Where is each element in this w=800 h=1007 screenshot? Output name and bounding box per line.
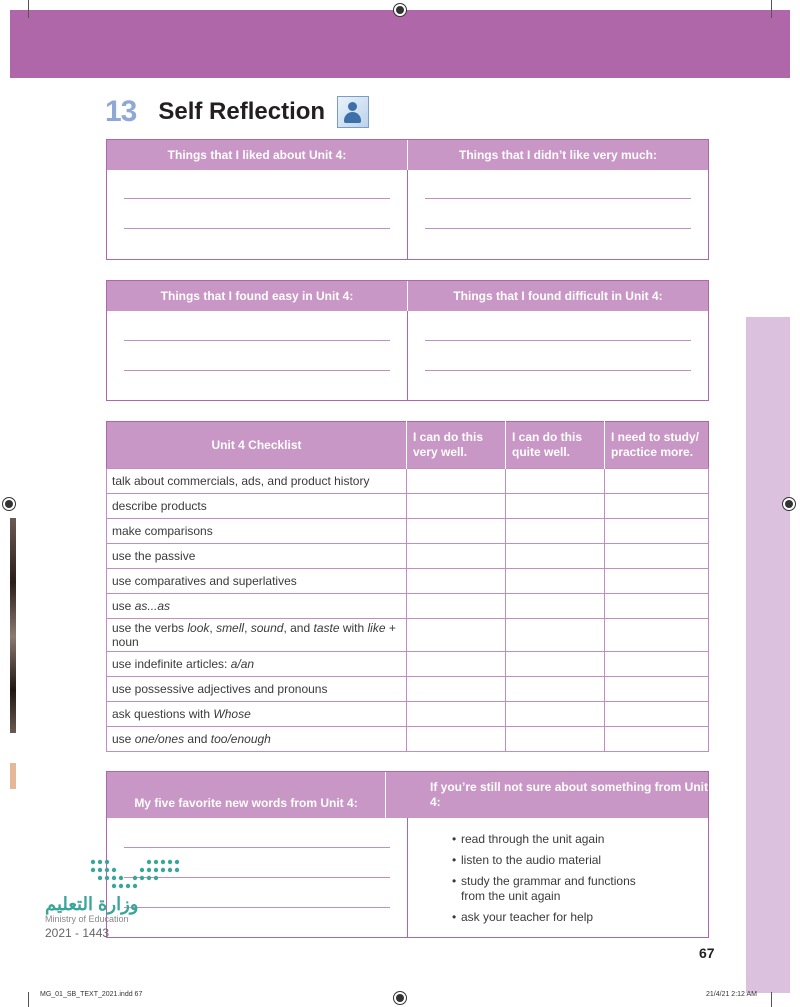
checklist-item: talk about commercials, ads, and product history bbox=[107, 469, 407, 494]
check-cell[interactable] bbox=[506, 702, 605, 727]
check-cell[interactable] bbox=[506, 569, 605, 594]
checklist-item: describe products bbox=[107, 494, 407, 519]
checklist-item: use comparatives and superlatives bbox=[107, 569, 407, 594]
quite-well-header: I can do this quite well. bbox=[506, 422, 605, 469]
slug-date: 21/4/21 2:12 AM bbox=[706, 991, 757, 998]
checklist-item: use the passive bbox=[107, 544, 407, 569]
favorite-words-header: My five favorite new words from Unit 4: bbox=[134, 796, 358, 810]
disliked-header: Things that I didn’t like very much: bbox=[407, 140, 708, 170]
check-cell[interactable] bbox=[605, 702, 709, 727]
check-cell[interactable] bbox=[605, 469, 709, 494]
writing-line bbox=[124, 370, 390, 371]
bleed-image-strip-2 bbox=[10, 763, 16, 789]
page-title: Self Reflection bbox=[158, 98, 326, 125]
registration-mark bbox=[393, 991, 407, 1005]
list-item: • study the grammar and functions from the unit again bbox=[452, 874, 646, 904]
section-title bbox=[105, 92, 369, 132]
checklist-item: use one/ones and too/enough bbox=[107, 727, 407, 752]
bleed-image-strip bbox=[10, 518, 16, 733]
check-cell[interactable] bbox=[506, 677, 605, 702]
logo-dots-icon bbox=[89, 858, 184, 890]
check-cell[interactable] bbox=[605, 652, 709, 677]
table-row bbox=[107, 469, 709, 494]
check-cell[interactable] bbox=[605, 494, 709, 519]
table-row bbox=[107, 569, 709, 594]
checklist-item: use the verbs look, smell, sound, and taste with like + noun bbox=[107, 619, 407, 652]
crop-mark bbox=[28, 0, 29, 18]
crop-mark bbox=[771, 0, 772, 18]
table-row bbox=[107, 519, 709, 544]
check-cell[interactable] bbox=[506, 652, 605, 677]
registration-mark bbox=[393, 3, 407, 17]
not-sure-header: If you’re still not sure about something from Unit 4: bbox=[385, 772, 708, 818]
check-cell[interactable] bbox=[506, 519, 605, 544]
unit-checklist-table bbox=[106, 421, 709, 752]
check-cell[interactable] bbox=[506, 469, 605, 494]
check-cell[interactable] bbox=[407, 519, 506, 544]
slug-file: MG_01_SB_TEXT_2021.indd 67 bbox=[40, 991, 143, 998]
checklist-item: use indefinite articles: a/an bbox=[107, 652, 407, 677]
checklist-item: ask questions with Whose bbox=[107, 702, 407, 727]
page-number: 67 bbox=[699, 945, 715, 961]
check-cell[interactable] bbox=[407, 594, 506, 619]
logo-arabic-text: وزارة التعليم bbox=[45, 894, 139, 914]
check-cell[interactable] bbox=[506, 494, 605, 519]
list-item: • listen to the audio material bbox=[452, 853, 646, 868]
writing-line bbox=[124, 847, 390, 848]
difficult-answer-area[interactable] bbox=[407, 311, 708, 400]
tips-area bbox=[407, 818, 708, 937]
very-well-header: I can do this very well. bbox=[407, 422, 506, 469]
list-item: • read through the unit again bbox=[452, 832, 646, 847]
need-study-header: I need to study/ practice more. bbox=[605, 422, 709, 469]
table-row bbox=[107, 677, 709, 702]
table-row bbox=[107, 494, 709, 519]
reflection-table-liked bbox=[106, 139, 709, 260]
check-cell[interactable] bbox=[506, 594, 605, 619]
side-tab bbox=[746, 317, 790, 993]
check-cell[interactable] bbox=[407, 702, 506, 727]
registration-mark bbox=[782, 497, 796, 511]
check-cell[interactable] bbox=[506, 619, 605, 652]
checklist-item: use as...as bbox=[107, 594, 407, 619]
check-cell[interactable] bbox=[605, 594, 709, 619]
check-cell[interactable] bbox=[605, 544, 709, 569]
registration-mark bbox=[2, 497, 16, 511]
liked-header: Things that I liked about Unit 4: bbox=[167, 148, 347, 162]
table-row bbox=[107, 544, 709, 569]
check-cell[interactable] bbox=[407, 494, 506, 519]
table-row bbox=[107, 727, 709, 752]
check-cell[interactable] bbox=[407, 619, 506, 652]
writing-line bbox=[425, 228, 691, 229]
list-item: • ask your teacher for help bbox=[452, 910, 646, 925]
check-cell[interactable] bbox=[605, 677, 709, 702]
liked-answer-area[interactable] bbox=[107, 170, 407, 259]
tips-list bbox=[452, 832, 646, 931]
self-reflection-icon bbox=[337, 96, 369, 128]
table-row bbox=[107, 652, 709, 677]
top-color-band bbox=[10, 10, 790, 78]
writing-line bbox=[124, 228, 390, 229]
check-cell[interactable] bbox=[407, 677, 506, 702]
check-cell[interactable] bbox=[506, 544, 605, 569]
writing-line bbox=[425, 370, 691, 371]
unit-number: 13 bbox=[105, 95, 137, 128]
difficult-header: Things that I found difficult in Unit 4: bbox=[407, 281, 708, 311]
reflection-table-easy bbox=[106, 280, 709, 401]
logo-english-text: Ministry of Education bbox=[45, 914, 129, 924]
check-cell[interactable] bbox=[407, 469, 506, 494]
easy-header: Things that I found easy in Unit 4: bbox=[160, 289, 354, 303]
check-cell[interactable] bbox=[407, 569, 506, 594]
table-row bbox=[107, 619, 709, 652]
ministry-logo bbox=[45, 858, 185, 942]
writing-line bbox=[425, 198, 691, 199]
check-cell[interactable] bbox=[605, 569, 709, 594]
writing-line bbox=[124, 198, 390, 199]
check-cell[interactable] bbox=[407, 727, 506, 752]
logo-year: 2021 - 1443 bbox=[45, 926, 110, 940]
checklist-header-row bbox=[107, 422, 709, 469]
check-cell[interactable] bbox=[407, 544, 506, 569]
easy-answer-area[interactable] bbox=[107, 311, 407, 400]
check-cell[interactable] bbox=[506, 727, 605, 752]
check-cell[interactable] bbox=[605, 727, 709, 752]
check-cell[interactable] bbox=[605, 619, 709, 652]
checklist-title: Unit 4 Checklist bbox=[107, 422, 407, 469]
checklist-item: use possessive adjectives and pronouns bbox=[107, 677, 407, 702]
writing-line bbox=[124, 340, 390, 341]
checklist-item: make comparisons bbox=[107, 519, 407, 544]
table-row bbox=[107, 594, 709, 619]
writing-line bbox=[425, 340, 691, 341]
crop-mark bbox=[771, 992, 772, 1007]
check-cell[interactable] bbox=[605, 519, 709, 544]
check-cell[interactable] bbox=[407, 652, 506, 677]
table-row bbox=[107, 702, 709, 727]
favorite-words-table bbox=[106, 771, 709, 938]
disliked-answer-area[interactable] bbox=[407, 170, 708, 259]
crop-mark bbox=[28, 992, 29, 1007]
